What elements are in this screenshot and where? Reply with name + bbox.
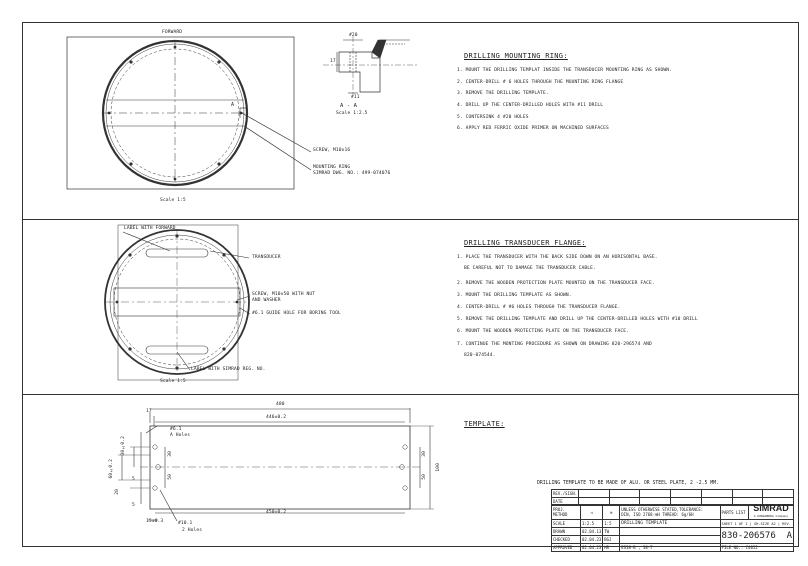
- dim-50r: 50: [422, 474, 427, 480]
- section2-step: 7. CONTINUE THE MONTING PROCEDURE AS SHOWN ON DRAWING 820-296574 AND: [457, 342, 652, 347]
- parts-list-label: PARTS LIST: [720, 505, 748, 520]
- dim-5b: 5: [132, 503, 135, 508]
- file-number: FILE NO.: C4052: [720, 544, 793, 552]
- dim-450: 450±0.2: [266, 510, 287, 515]
- drawing-number: 830-206576: [721, 530, 776, 541]
- projection-circle-icon: ⊕: [603, 505, 620, 520]
- checked-sig: BGJ: [603, 536, 620, 544]
- method-label: METHOD: [553, 512, 568, 517]
- drawn-label: DRAWN: [552, 528, 581, 536]
- reference-label: ES38-B , 38-7: [620, 544, 720, 552]
- section1-step: 2. CENTER-DRILL # 6 HOLES THROUGH THE MOUNTING RING FLANGE: [457, 80, 624, 85]
- mounting-ring-dwg-label: SIMRAD DWG. NO.: 499-074076: [313, 171, 391, 176]
- tolerance-line1: UNLESS OTHERWISE STATED,TOLERANCE:: [621, 507, 704, 512]
- scale-value-2: 1:5: [603, 520, 620, 528]
- dim-15: 15±0.3: [146, 519, 164, 524]
- date-label: DATE: [552, 498, 579, 506]
- rev-label: REV.: [782, 521, 791, 526]
- drawn-date: 02.04.13: [582, 529, 602, 534]
- section1-title: DRILLING MOUNTING RING:: [464, 52, 568, 60]
- forward-label: FORWARD: [162, 30, 183, 35]
- section1-step: 3. REMOVE THE DRILLING TEMPLATE.: [457, 91, 549, 96]
- dim-20b: 20: [115, 489, 120, 495]
- screw-nut-label: SCREW, M10x50 WITH NUT: [252, 292, 316, 297]
- section2-step: 6. MOUNT THE WOODEN PROTECTING PLATE ON THE TRANSDUCER FACE.: [457, 329, 629, 334]
- dim-480: 480: [276, 402, 285, 407]
- dim-hole101-count: 2 Holes: [182, 528, 203, 533]
- dim-100: 100: [436, 463, 441, 472]
- section3-title: TEMPLATE:: [464, 420, 505, 428]
- projection-symbol: ◁: [581, 505, 603, 520]
- section-aa-label: A - A: [340, 103, 358, 109]
- dim-30l: 30: [168, 451, 173, 457]
- sheet-label: SHEET 1 OF 1: [721, 521, 748, 526]
- scale-label-2: Scale 1:5: [160, 379, 186, 384]
- section-marker-a: A: [231, 102, 235, 108]
- section1-step: 1. MOUNT THE DRILLING TEMPLAT INSIDE THE TRANSDUCER MOUNTING RING AS SHOWN.: [457, 68, 672, 73]
- dim-30r: 30: [422, 451, 427, 457]
- screw-label: SCREW, M10x16: [313, 148, 351, 153]
- dim-20: #20: [349, 33, 358, 38]
- proj-label: PROJ.: [553, 507, 566, 512]
- template-material-note: DRILLING TEMPLATE TO BE MADE OF ALU. OR STEEL PLATE, 2 -2.5 MM.: [537, 481, 719, 486]
- transducer-flange-view: [105, 225, 250, 380]
- section2-step: 5. REMOVE THE DRILLING TEMPLATE AND DRILL UP THE CENTER-DRILLED HOLES WITH #10 DRILL: [457, 317, 698, 322]
- dim-5a: 5: [132, 477, 135, 482]
- dim-hole61-count: A Holes: [170, 433, 191, 438]
- checked-date: 02.04.23: [582, 537, 602, 542]
- dim-17b: 17: [146, 409, 152, 414]
- simrad-label: LABEL WITH SIMRAD REG. NO.: [191, 367, 266, 372]
- dim-50l: 50: [168, 474, 173, 480]
- drawn-sig: TW: [603, 528, 620, 536]
- scale-label-1: Scale 1:5: [160, 198, 186, 203]
- section1-step: 5. CONTERSINK 4 #20 HOLES: [457, 115, 529, 120]
- transducer-label: TRANSDUCER: [252, 255, 281, 260]
- section2-step: 2. REMOVE THE WOODEN PROTECTION PLATE MOUNTED ON THE TRANSDUCER FACE.: [457, 281, 655, 286]
- simrad-logo: SIMRAD: [753, 503, 789, 513]
- dim-30-tol: 30±0.2: [121, 436, 126, 456]
- section2-title: DRILLING TRANSDUCER FLANGE:: [464, 239, 586, 247]
- washer-label: AND WASHER: [252, 298, 281, 303]
- approved-date: 02.04.23: [582, 545, 602, 550]
- mounting-ring-label: MOUNTING RING: [313, 165, 351, 170]
- sheet-size-label: SH.SIZE A2: [754, 521, 776, 526]
- title-block-main: PROJ. METHOD ◁ ⊕ UNLESS OTHERWISE STATED,TOLERANCE: DIN, ISO 2768-mH THREAD: 6g/6H PARTS LIST SIMRAD A KONGSBERG Company SCALE 1:2.5 1:5 DRILLING TEMPLATE SHEET 1 OF 1 | SH.SIZE A2 | REV. DRAWN 02.04.13 TW 830-206576 A CHECKED 02.04.23 BGJ APPROVED 02.04.23 HR ES38-B , 38-7 FILE NO.: C4052: [553, 503, 792, 550]
- section2-step: 1. PLACE THE TRANSDUCER WITH THE BACK SIDE DOWN ON AN HORISONTAL BASE.: [457, 255, 658, 260]
- section2-step: BE CAREFUL NOT TO DAMAGE THE TRANSDUCER CABLE.: [464, 266, 596, 271]
- scale-value: 1:2.5: [581, 520, 603, 528]
- section1-step: 6. APPLY RED FERRIC OXIDE PRIMER ON MACHINED SURFACES: [457, 126, 609, 131]
- section-aa-scale: Scale 1:2.5: [336, 111, 368, 116]
- rev-sign-label: REV./SIGN.: [553, 491, 578, 496]
- dim-17: 17: [330, 59, 336, 64]
- label-with-forward: LABEL WITH FORWARD: [124, 226, 176, 231]
- scale-field-label: SCALE: [552, 520, 581, 528]
- approved-label: APPROVED: [552, 544, 581, 552]
- dim-11: #11: [351, 95, 360, 100]
- dim-60-tol: 60±0.2: [109, 459, 114, 479]
- mounting-ring-view: [67, 37, 311, 189]
- checked-label: CHECKED: [552, 536, 581, 544]
- section2-step: 3. MOUNT THE DRILLING TEMPLATE AS SHOWN.: [457, 293, 572, 298]
- dim-hole101: #10.1: [178, 521, 193, 526]
- guide-hole-label: #6.1 GUIDE HOLE FOR BORING TOOL: [252, 311, 341, 316]
- dim-hole61: #6.1: [170, 427, 182, 432]
- drawing-rev: A: [786, 530, 792, 541]
- section2-step: 820-074544.: [464, 353, 496, 358]
- section2-step: 4. CENTER-DRILL # #6 HOLES THROUGH THE TRANSDUCER FLANGE.: [457, 305, 621, 310]
- kongsberg-label: A KONGSBERG Company: [753, 514, 789, 518]
- mounting-ring-frame: [67, 37, 294, 189]
- dim-446: 446±0.2: [266, 415, 287, 420]
- approved-sig: HR: [603, 544, 620, 552]
- tolerance-line2: DIN, ISO 2768-mH THREAD: 6g/6H: [621, 512, 694, 517]
- section1-step: 4. DRILL UP THE CENTER-DRILLED HOLES WITH #11 DRILL: [457, 103, 604, 108]
- drawing-title: DRILLING TEMPLATE: [620, 520, 720, 528]
